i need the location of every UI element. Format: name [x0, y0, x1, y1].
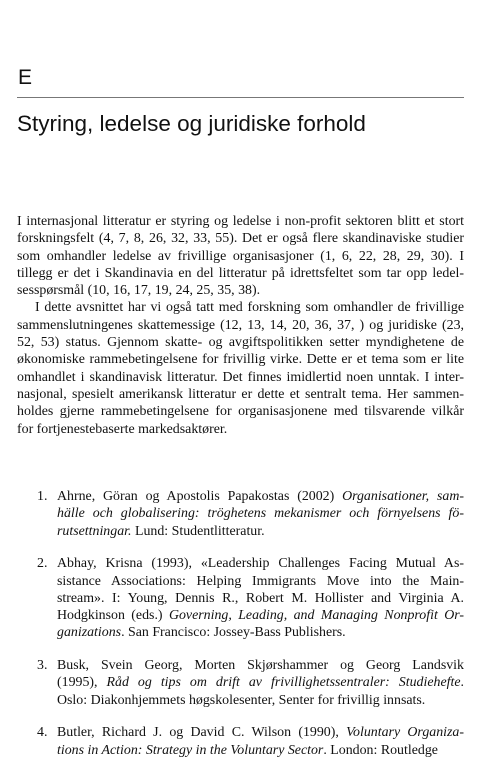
reference-line	[57, 523, 464, 540]
reference-line	[57, 505, 464, 522]
reference-text: Ahrne, Göran og Apostolis Papakostas (2002)	[57, 489, 343, 504]
reference-line	[57, 488, 464, 505]
reference-item	[37, 488, 464, 540]
reference-list	[37, 488, 464, 774]
reference-text: Oslo: Diakonhjemmets høgskolesenter, Senter for frivillig innsats.	[57, 692, 426, 708]
reference-text: (1995),	[57, 675, 107, 691]
reference-line	[57, 742, 464, 759]
paragraph-line: 52, 53) status. Gjennom skatte- og avgiftspolitikken setter myndighetene de	[17, 335, 464, 351]
reference-item	[37, 657, 464, 709]
reference-text: Hodgkinson (eds.)	[57, 608, 169, 624]
paragraph-line: I dette avsnittet har vi også tatt med forskning som omhandler de frivillige	[35, 300, 464, 316]
reference-number: 2.	[37, 556, 48, 572]
paragraph-line: holdes gjerne rammebetingelsene for organisasjonene med tilsvarende vilkår	[17, 404, 464, 420]
reference-text: stream». I: Young, Dennis R., Robert M. Hollister and Virginia A.	[57, 590, 464, 606]
paragraph-line: sammenslutningenes skattemessige (12, 13, 14, 20, 36, 37, ) og juridiske (23,	[17, 317, 464, 333]
reference-line	[57, 573, 464, 590]
reference-title-text: Voluntary Organiza-	[346, 725, 464, 741]
paragraph-line: tillegg er det i Skandinavia en del litteratur på idrettsfeltet som tar opp ledel-	[17, 265, 464, 281]
paragraph-line: økonomiske rammebetingelsene for frivillig virke. Dette er et tema som er lite	[17, 352, 464, 368]
body-text	[17, 213, 464, 438]
reference-line	[57, 692, 464, 709]
paragraph-line: omhandlet i skandinavisk litteratur. Det finnes imidlertid noen unntak. I inter-	[17, 369, 464, 385]
paragraph	[17, 299, 464, 437]
header-rule	[17, 97, 464, 98]
paragraph-line: nasjonal, spesielt amerikansk litteratur er dette et sentralt tema. Her sammen-	[17, 386, 464, 402]
paragraph-line: som omhandler ledelse av frivillige organisasjoner (1, 6, 22, 28, 29, 30). I	[17, 248, 464, 264]
reference-line	[57, 624, 464, 641]
paragraph	[17, 213, 464, 299]
reference-line	[57, 607, 464, 624]
reference-title-text: Råd og tips om drift av frivillighetssentraler: Studiehefte	[106, 675, 461, 691]
reference-text: Busk, Svein Georg, Morten Skjørshammer og Georg Landsvik	[57, 658, 464, 674]
reference-text: Abhay, Krisna (1993), «Leadership Challenges Facing Mutual As-	[57, 556, 464, 572]
reference-text: .	[460, 675, 464, 691]
reference-text: . San Francisco: Jossey-Bass Publishers.	[121, 625, 346, 641]
reference-title-text: rutsettningar.	[57, 523, 132, 539]
paragraph-line: sesspørsmål (10, 16, 17, 19, 24, 25, 35, 38).	[17, 283, 261, 299]
reference-line	[57, 555, 464, 572]
reference-number: 3.	[37, 658, 48, 674]
reference-number: 1.	[37, 489, 48, 504]
reference-title-text: hälle och globalisering: tröghetens mekanismer och förnyelsens fö-	[57, 506, 464, 522]
reference-number: 4.	[37, 725, 48, 741]
reference-title-text: ganizations	[57, 625, 122, 641]
reference-line	[57, 724, 464, 741]
reference-line	[57, 590, 464, 607]
paragraph-line: I internasjonal litteratur er styring og ledelse i non-profit sektoren blitt et stort	[17, 214, 464, 229]
reference-title-text: tions in Action: Strategy in the Voluntary Sector	[57, 742, 324, 758]
reference-text: Lund: Studentlitteratur.	[131, 523, 265, 539]
reference-text: Butler, Richard J. og David C. Wilson (1990),	[57, 725, 347, 741]
reference-text: sistance Associations: Helping Immigrants Move into the Main-	[57, 573, 464, 589]
reference-line	[57, 657, 464, 674]
reference-text: . London: Routledge	[323, 742, 438, 758]
reference-title-text: Organisationer, sam-	[342, 489, 464, 504]
paragraph-line: for fortjenestebaserte markedsaktører.	[17, 421, 228, 437]
reference-line	[57, 674, 464, 691]
paragraph-line: forskningsfelt (4, 7, 8, 26, 32, 33, 55). Det er også flere skandinaviske studier	[17, 231, 464, 247]
reference-title-text: Governing, Leading, and Managing Nonprofit Or-	[168, 608, 464, 624]
section-letter: E	[18, 66, 33, 89]
chapter-title: Styring, ledelse og juridiske forhold	[17, 111, 366, 136]
reference-item	[37, 555, 464, 641]
